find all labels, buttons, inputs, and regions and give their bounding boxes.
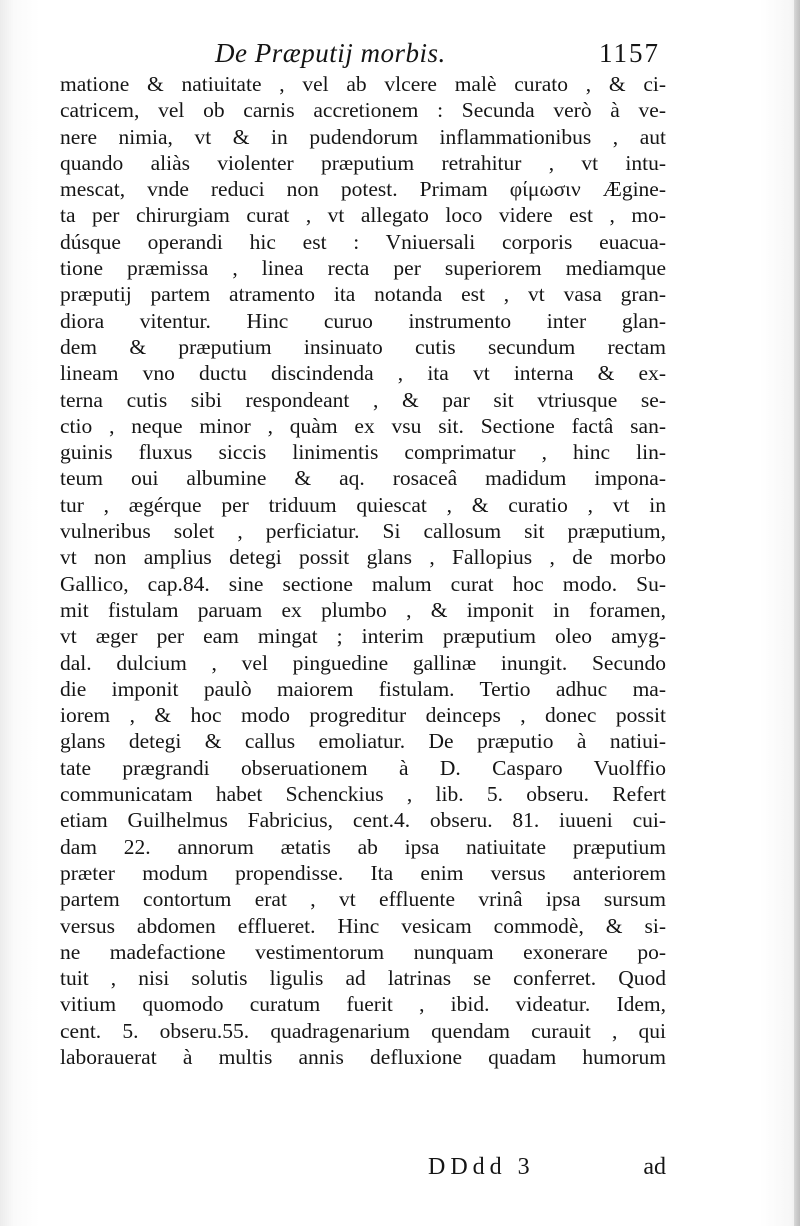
text-line: diora vitentur. Hinc curuo instrumento inter glan- [60, 308, 666, 333]
text-line: cent. 5. obseru.55. quadragenarium quendam curauit , qui [60, 1018, 666, 1043]
text-line: tur , ægérque per triduum quiescat , & curatio , vt in [60, 492, 666, 517]
text-line: ctio , neque minor , quàm ex vsu sit. Sectione factâ san- [60, 413, 666, 438]
running-title: De Præputij morbis. [215, 38, 446, 68]
text-line: tate prægrandi obseruationem à D. Casparo Vuolffio [60, 755, 666, 780]
text-line: vitium quomodo curatum fuerit , ibid. videatur. Idem, [60, 992, 666, 1017]
page-header [60, 38, 666, 74]
text-line: iorem , & hoc modo progreditur deinceps , donec possit [60, 703, 666, 728]
text-line: versus abdomen efflueret. Hinc vesicam commodè, & si- [60, 913, 666, 938]
text-line: communicatam habet Schenckius , lib. 5. obseru. Refert [60, 782, 666, 807]
text-line: etiam Guilhelmus Fabricius, cent.4. obseru. 81. iuueni cui- [60, 808, 666, 833]
text-line: dem & præputium insinuato cutis secundum rectam [60, 334, 666, 359]
text-line: mescat, vnde reduci non potest. Primam φίμωσιν Ægine- [60, 177, 666, 202]
text-line: lineam vno ductu discindenda , ita vt interna & ex- [60, 361, 666, 386]
catchword: ad [643, 1154, 666, 1180]
text-line: catricem, vel ob carnis accretionem : Secunda verò à ve- [60, 98, 666, 123]
text-line: præputij partem atramento ita notanda est , vt vasa gran- [60, 282, 666, 307]
page-footer [60, 1154, 666, 1188]
text-line: guinis fluxus siccis linimentis comprimatur , hinc lin- [60, 440, 666, 465]
body-text [60, 71, 666, 1070]
text-line: partem contortum erat , vt effluente vrinâ ipsa sursum [60, 887, 666, 912]
text-line: laborauerat à multis annis defluxione quadam humorum [60, 1044, 666, 1069]
text-line: dal. dulcium , vel pinguedine gallinæ inungit. Secundo [60, 650, 666, 675]
text-line: vt non amplius detegi possit glans , Fallopius , de morbo [60, 545, 666, 570]
signature-mark: DDdd 3 [428, 1154, 535, 1180]
text-line: nere nimia, vt & in pudendorum inflammationibus , aut [60, 124, 666, 149]
text-line: dúsque operandi hic est : Vniuersali corporis euacua- [60, 229, 666, 254]
text-line: præter modum propendisse. Ita enim versus anteriorem [60, 860, 666, 885]
text-line: vt æger per eam mingat ; interim præputium oleo amyg- [60, 624, 666, 649]
page-number: 1157 [599, 38, 660, 68]
text-line: tuit , nisi solutis ligulis ad latrinas se conferret. Quod [60, 966, 666, 991]
text-line: mit fistulam paruam ex plumbo , & imponit in foramen, [60, 597, 666, 622]
text-line: matione & natiuitate , vel ab vlcere malè curato , & ci- [60, 72, 666, 96]
text-line: teum oui albumine & aq. rosaceâ madidum impona- [60, 466, 666, 491]
page-edge-shadow [794, 0, 800, 1226]
text-line: tione præmissa , linea recta per superiorem mediamque [60, 256, 666, 281]
text-line: terna cutis sibi respondeant , & par sit vtriusque se- [60, 387, 666, 412]
text-line: quando aliàs violenter præputium retrahitur , vt intu- [60, 150, 666, 175]
text-line: dam 22. annorum ætatis ab ipsa natiuitate præputium [60, 834, 666, 859]
text-line: vulneribus solet , perficiatur. Si callosum sit præputium, [60, 519, 666, 544]
text-line: glans detegi & callus emoliatur. De præputio à natiui- [60, 729, 666, 754]
text-line: ne madefactione vestimentorum nunquam exonerare po- [60, 939, 666, 964]
text-line: Gallico, cap.84. sine sectione malum curat hoc modo. Su- [60, 571, 666, 596]
text-line: die imponit paulò maiorem fistulam. Tertio adhuc ma- [60, 676, 666, 701]
text-line: ta per chirurgiam curat , vt allegato loco videre est , mo- [60, 203, 666, 228]
